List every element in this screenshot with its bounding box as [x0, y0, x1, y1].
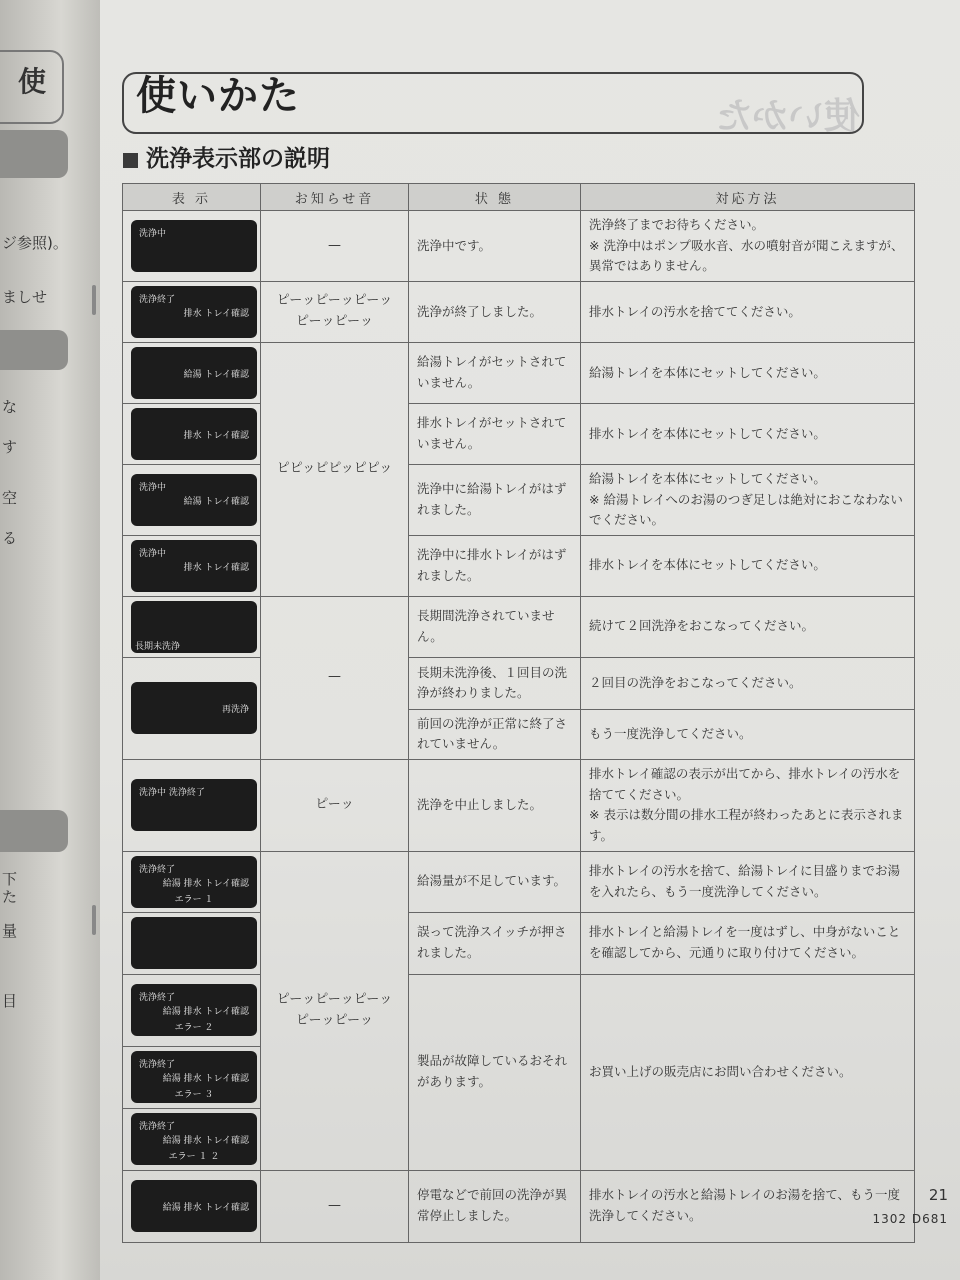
lcd-display-icon — [131, 856, 257, 908]
document-code: 1302 D681 — [872, 1212, 948, 1226]
action-cell: 排水トレイを本体にセットしてください。 — [581, 535, 915, 596]
table-row — [123, 464, 915, 535]
lcd-text: 給湯 排水 トレイ確認 — [162, 1136, 249, 1146]
notification-sound-cell: ピーッピーッピーッ ピーッピーッ — [261, 851, 409, 1170]
lcd-text: 洗浄終了 — [139, 993, 176, 1003]
lcd-text: 洗浄終了 — [139, 1122, 176, 1132]
display-cell — [123, 281, 261, 342]
left-facing-page — [0, 0, 102, 1280]
lcd-text: 給湯 排水 トレイ確認 — [162, 1007, 249, 1017]
state-cell: 前回の洗浄が正常に終了されていません。 — [409, 709, 581, 759]
page-number: 21 — [928, 1186, 948, 1204]
lcd-display-icon — [131, 1113, 257, 1165]
notification-sound-cell: — — [261, 1170, 409, 1242]
display-cell — [123, 342, 261, 403]
lcd-text: 給湯 トレイ確認 — [183, 496, 249, 507]
action-cell: 排水トレイの汚水を捨て、給湯トレイに目盛りまでお湯を入れたら、もう一度洗浄してください。 — [581, 851, 915, 912]
lcd-text: エラー ２ — [174, 1023, 214, 1033]
display-cell — [123, 974, 261, 1046]
lcd-text: 排水 トレイ確認 — [183, 430, 249, 441]
lcd-text: 洗浄終了 — [139, 294, 176, 305]
lcd-text: 給湯 排水 トレイ確認 — [162, 1074, 249, 1084]
section-square-icon — [123, 153, 138, 168]
display-cell — [123, 657, 261, 759]
lcd-display-icon — [131, 220, 257, 272]
lcd-display-icon — [131, 474, 257, 526]
notification-sound-cell: — — [261, 211, 409, 282]
staple — [92, 285, 96, 315]
left-page-fragment: 空 — [2, 489, 18, 507]
lcd-text: 給湯 トレイ確認 — [183, 369, 249, 380]
left-page-fragment: ましせ — [2, 288, 48, 306]
action-cell: 洗浄終了までお待ちください。 ※ 洗浄中はポンプ吸水音、水の噴射音が聞こえますが、異常ではありません。 — [581, 211, 915, 282]
table-row — [123, 281, 915, 342]
state-cell: 洗浄が終了しました。 — [409, 281, 581, 342]
action-cell: 給湯トレイを本体にセットしてください。 — [581, 342, 915, 403]
notification-sound-cell: ピピッピピッピピッ — [261, 342, 409, 596]
notification-sound-cell: ピーッ — [261, 760, 409, 852]
left-page-fragment: な — [2, 398, 18, 416]
notification-sound-cell: ピーッピーッピーッ ピーッピーッ — [261, 281, 409, 342]
column-header-action: 対応方法 — [581, 184, 915, 211]
table-row — [123, 851, 915, 912]
column-header-sound: お知らせ音 — [261, 184, 409, 211]
display-cell — [123, 403, 261, 464]
table-row — [123, 535, 915, 596]
table-row — [123, 1170, 915, 1242]
table-row — [123, 760, 915, 852]
left-page-tab — [0, 130, 68, 178]
lcd-display-icon — [131, 347, 257, 399]
left-page-fragment: 使 — [18, 65, 47, 98]
display-cell — [123, 1170, 261, 1242]
lcd-text: 排水 トレイ確認 — [183, 308, 249, 319]
state-cell: 製品が故障しているおそれがあります。 — [409, 974, 581, 1170]
lcd-text: 洗浄終了 — [139, 1060, 176, 1070]
lcd-text: エラー ３ — [174, 1090, 214, 1100]
state-cell: 洗浄中に排水トレイがはずれました。 — [409, 535, 581, 596]
action-cell: 排水トレイの汚水を捨ててください。 — [581, 281, 915, 342]
display-cell — [123, 1108, 261, 1170]
lcd-text: エラー １ — [174, 894, 214, 905]
display-cell — [123, 535, 261, 596]
section-title: 洗浄表示部の説明 — [146, 146, 330, 172]
action-cell: 排水トレイ確認の表示が出てから、排水トレイの汚水を捨ててください。 ※ 表示は数分間の排水工程が終わったあとに表示されます。 — [581, 760, 915, 852]
state-cell: 長期間洗浄されていません。 — [409, 596, 581, 657]
display-explanation-table — [122, 183, 915, 1243]
left-page-fragment: す — [2, 438, 18, 456]
page-title: 使いかた — [136, 73, 300, 119]
display-cell — [123, 912, 261, 974]
lcd-text: 長期未洗浄 — [135, 641, 181, 652]
lcd-text: 再洗浄 — [221, 705, 249, 716]
lcd-text: エラー １ ２ — [168, 1152, 220, 1162]
left-page-fragment: ジ参照)。 — [2, 234, 68, 252]
lcd-text: 洗浄中 — [139, 548, 167, 559]
column-header-state: 状 態 — [409, 184, 581, 211]
left-page-fragment: 下 — [2, 870, 18, 888]
lcd-display-icon — [131, 408, 257, 460]
state-cell: 停電などで前回の洗浄が異常停止しました。 — [409, 1170, 581, 1242]
lcd-text: 洗浄中 洗浄終了 — [139, 788, 205, 799]
table-row — [123, 657, 915, 709]
action-cell: 排水トレイの汚水と給湯トレイのお湯を捨て、もう一度洗浄してください。 — [581, 1170, 915, 1242]
lcd-display-icon — [131, 601, 257, 653]
action-cell: 排水トレイと給湯トレイを一度はずし、中身がないことを確認してから、元通りに取り付けてください。 — [581, 912, 915, 974]
lcd-display-icon — [131, 286, 257, 338]
table-row — [123, 974, 915, 1046]
action-cell: 排水トレイを本体にセットしてください。 — [581, 403, 915, 464]
state-cell: 排水トレイがセットされていません。 — [409, 403, 581, 464]
lcd-text: 洗浄中 — [139, 482, 167, 493]
state-cell: 給湯トレイがセットされていません。 — [409, 342, 581, 403]
display-cell — [123, 211, 261, 282]
lcd-display-icon — [131, 682, 257, 734]
lcd-text: 排水 トレイ確認 — [183, 562, 249, 573]
state-cell: 給湯量が不足しています。 — [409, 851, 581, 912]
left-page-fragment: る — [2, 529, 18, 547]
lcd-display-icon — [131, 1180, 257, 1232]
lcd-text: 洗浄終了 — [139, 864, 176, 875]
lcd-display-icon — [131, 779, 257, 831]
left-page-fragment: 目 — [2, 992, 18, 1010]
lcd-text: 洗浄中 — [139, 228, 167, 239]
left-page-fragment: た — [2, 888, 18, 906]
display-cell — [123, 464, 261, 535]
lcd-text: 給湯 排水 トレイ確認 — [162, 1203, 249, 1213]
action-cell: 続けて２回洗浄をおこなってください。 — [581, 596, 915, 657]
manual-page — [100, 0, 960, 1280]
show-through-title: 使いかた — [715, 96, 860, 137]
state-cell: 洗浄を中止しました。 — [409, 760, 581, 852]
state-cell: 誤って洗浄スイッチが押されました。 — [409, 912, 581, 974]
lcd-display-icon — [131, 1051, 257, 1103]
state-cell: 洗浄中に給湯トレイがはずれました。 — [409, 464, 581, 535]
action-cell: もう一度洗浄してください。 — [581, 709, 915, 759]
table-header-row — [123, 184, 915, 211]
lcd-display-icon — [131, 984, 257, 1036]
left-page-tab — [0, 810, 68, 852]
table-row — [123, 912, 915, 974]
table-row — [123, 342, 915, 403]
column-header-display: 表 示 — [123, 184, 261, 211]
left-page-tab — [0, 330, 68, 370]
display-cell — [123, 851, 261, 912]
display-cell — [123, 596, 261, 657]
state-cell: 長期未洗浄後、１回目の洗浄が終わりました。 — [409, 657, 581, 709]
action-cell: お買い上げの販売店にお問い合わせください。 — [581, 974, 915, 1170]
display-cell — [123, 1046, 261, 1108]
action-cell: ２回目の洗浄をおこなってください。 — [581, 657, 915, 709]
lcd-text: 給湯 排水 トレイ確認 — [162, 878, 249, 889]
state-cell: 洗浄中です。 — [409, 211, 581, 282]
action-cell: 給湯トレイを本体にセットしてください。 ※ 給湯トレイへのお湯のつぎ足しは絶対におこなわないでください。 — [581, 464, 915, 535]
notification-sound-cell: — — [261, 596, 409, 759]
lcd-display-icon — [131, 540, 257, 592]
display-cell — [123, 760, 261, 852]
table-row — [123, 211, 915, 282]
table-row — [123, 403, 915, 464]
staple — [92, 905, 96, 935]
left-page-fragment: 量 — [2, 922, 18, 940]
lcd-display-icon — [131, 917, 257, 969]
table-row — [123, 596, 915, 657]
